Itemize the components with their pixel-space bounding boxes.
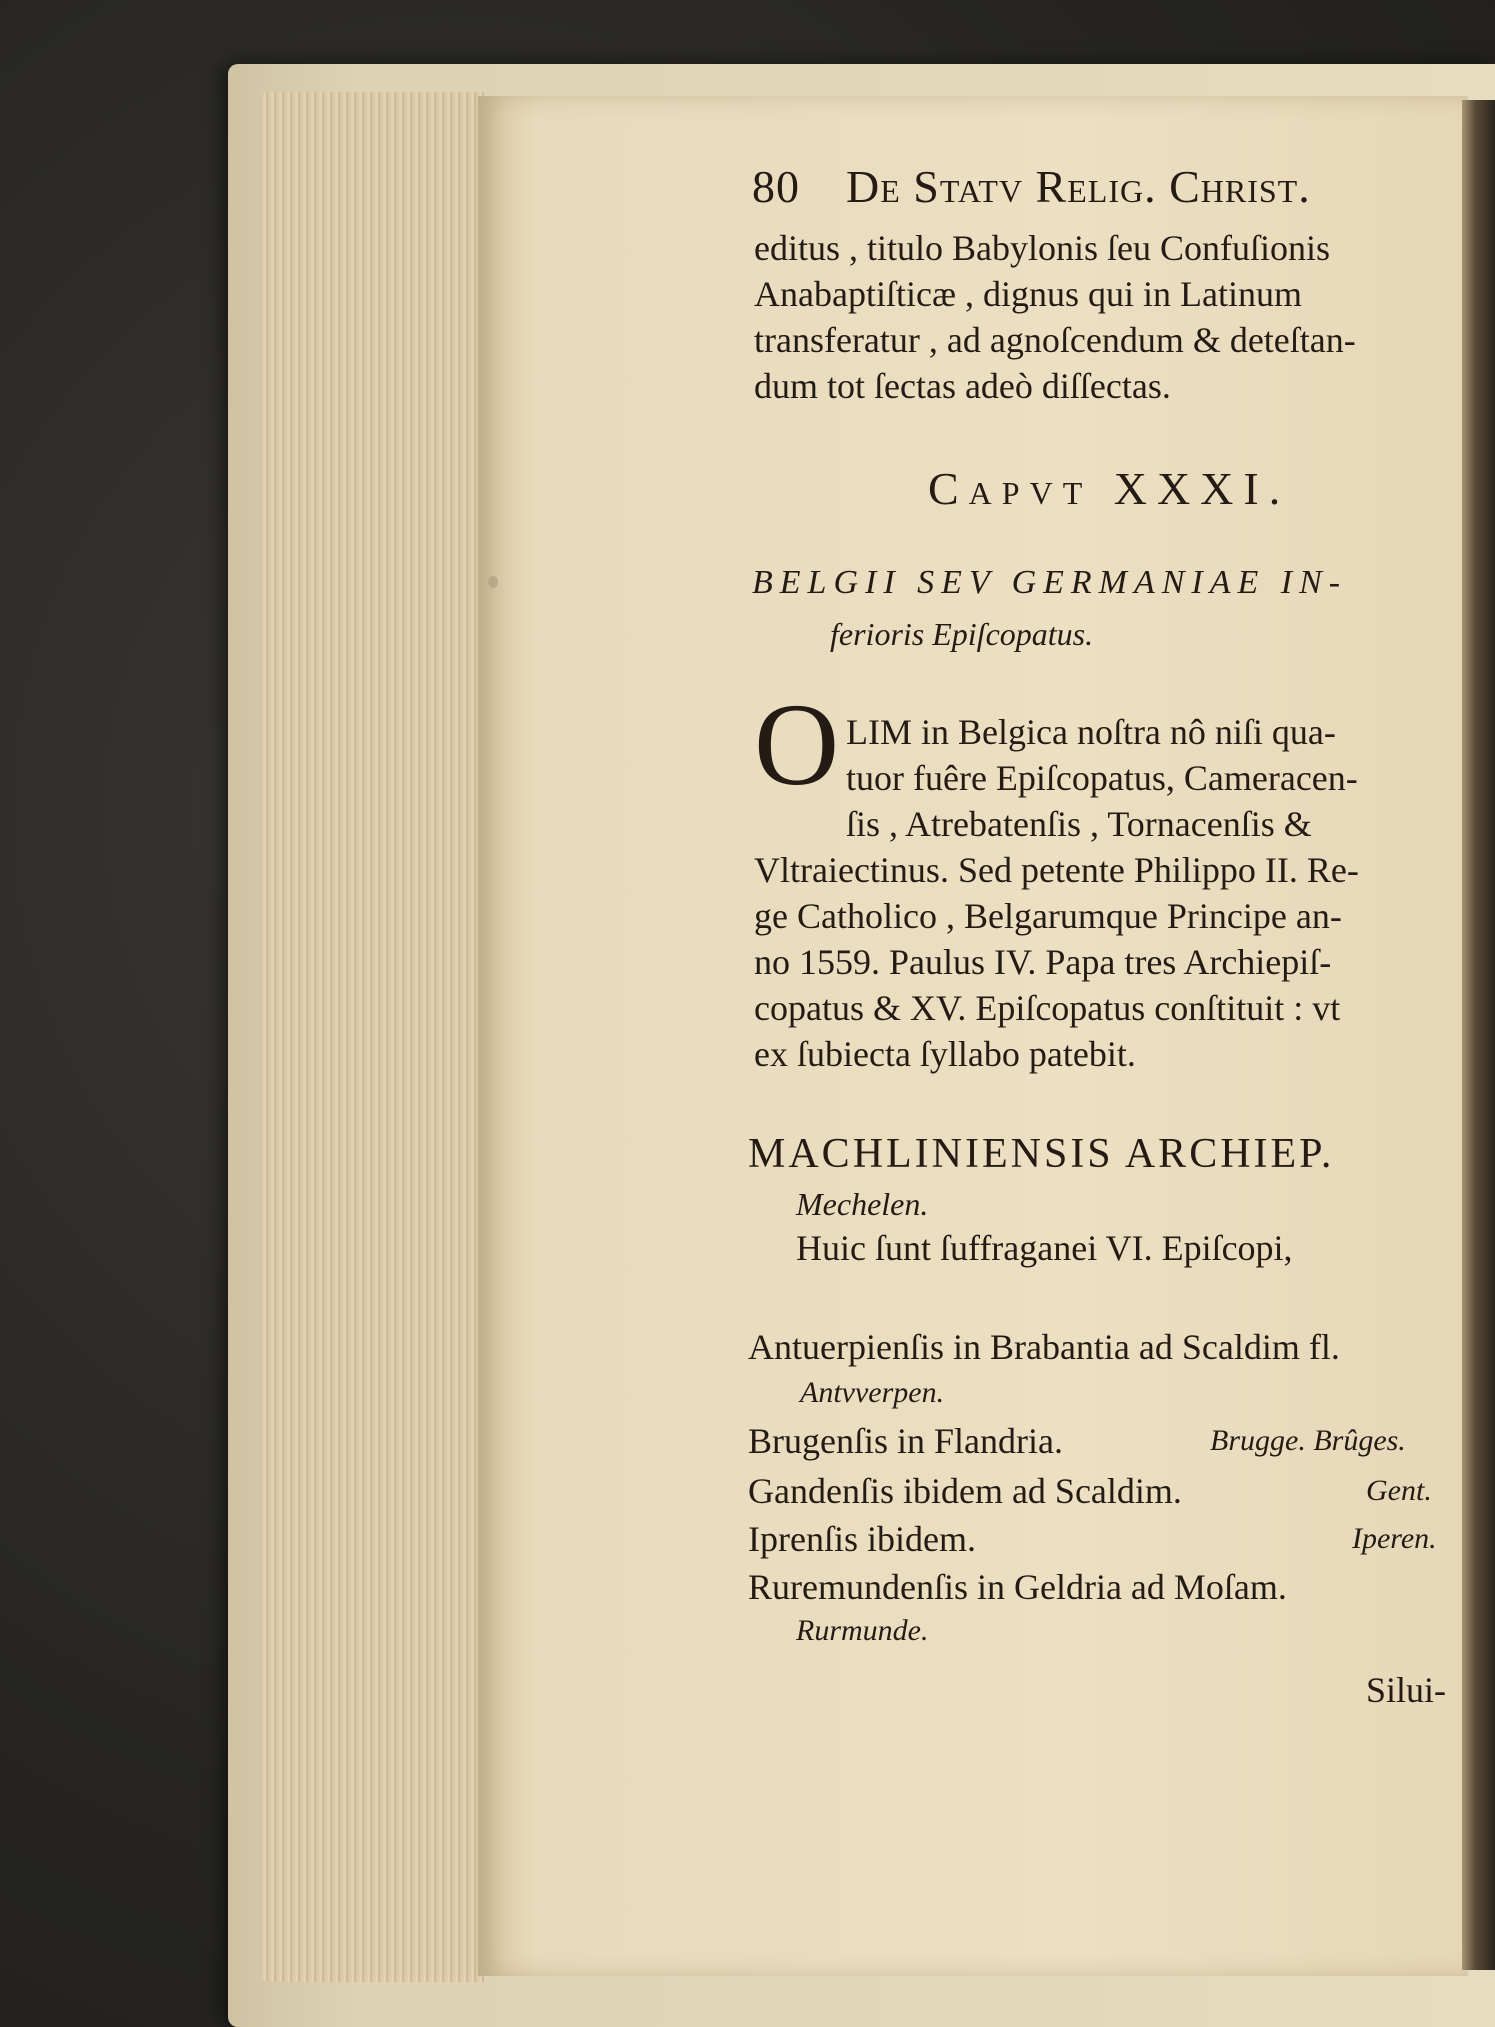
suffragan-entry: Antuerpienſis in Brabantia ad Scaldim fl.	[748, 1327, 1340, 1367]
paragraph-line: no 1559. Paulus IV. Papa tres Archiepiſ-	[754, 942, 1332, 982]
chapter-heading: Capvt XXXI.	[928, 463, 1291, 514]
suffragan-entry: Brugenſis in Flandria.	[748, 1421, 1063, 1461]
suffragan-entry: Ruremundenſis in Geldria ad Moſam.	[748, 1567, 1287, 1607]
paragraph-line: Vltraiectinus. Sed petente Philippo II. Re-	[754, 850, 1359, 890]
archdiocese-note: Huic ſunt ſuffraganei VI. Epiſcopi,	[796, 1228, 1293, 1268]
suffragan-vernacular: Gent.	[1366, 1474, 1432, 1507]
archdiocese-name: MACHLINIENSIS ARCHIEP.	[748, 1131, 1335, 1177]
paragraph-line: ex ſubiecta ſyllabo patebit.	[754, 1034, 1136, 1074]
archdiocese-vernacular: Mechelen.	[796, 1186, 929, 1222]
intro-line: dum tot ſectas adeò diſſectas.	[754, 366, 1171, 406]
paragraph-line: ſis , Atrebatenſis , Tornacenſis &	[846, 804, 1312, 844]
paragraph-line: copatus & XV. Epiſcopatus conſtituit : vt	[754, 988, 1341, 1028]
page-gutter	[1462, 100, 1495, 1970]
suffragan-entry: Gandenſis ibidem ad Scaldim.	[748, 1471, 1182, 1511]
running-title: De Statv Relig. Christ.	[846, 161, 1311, 212]
suffragan-vernacular: Iperen.	[1352, 1522, 1437, 1555]
intro-line: Anabaptiſticæ , dignus qui in Latinum	[754, 274, 1302, 314]
chapter-subtitle-line: ferioris Epiſcopatus.	[830, 616, 1094, 652]
paragraph-line: ge Catholico , Belgarumque Principe an-	[754, 896, 1342, 936]
paragraph-line: LIM in Belgica noſtra nô niſi qua-	[846, 712, 1336, 752]
page-number: 80	[752, 161, 800, 212]
suffragan-vernacular: Brugge. Brûges.	[1210, 1424, 1406, 1457]
suffragan-vernacular: Rurmunde.	[796, 1614, 929, 1647]
drop-cap: O	[754, 679, 840, 810]
page-blemish	[488, 576, 498, 588]
page-edges	[262, 92, 484, 1982]
intro-line: editus , titulo Babylonis ſeu Confuſionis	[754, 228, 1330, 268]
intro-line: transferatur , ad agnoſcendum & deteſtan-	[754, 320, 1356, 360]
chapter-subtitle-line: BELGII SEV GERMANIAE IN-	[752, 564, 1348, 601]
paragraph-line: tuor fuêre Epiſcopatus, Cameracen-	[846, 758, 1358, 798]
suffragan-entry: Iprenſis ibidem.	[748, 1519, 976, 1559]
suffragan-vernacular: Antvverpen.	[800, 1376, 945, 1409]
catchword: Silui-	[1366, 1670, 1447, 1710]
